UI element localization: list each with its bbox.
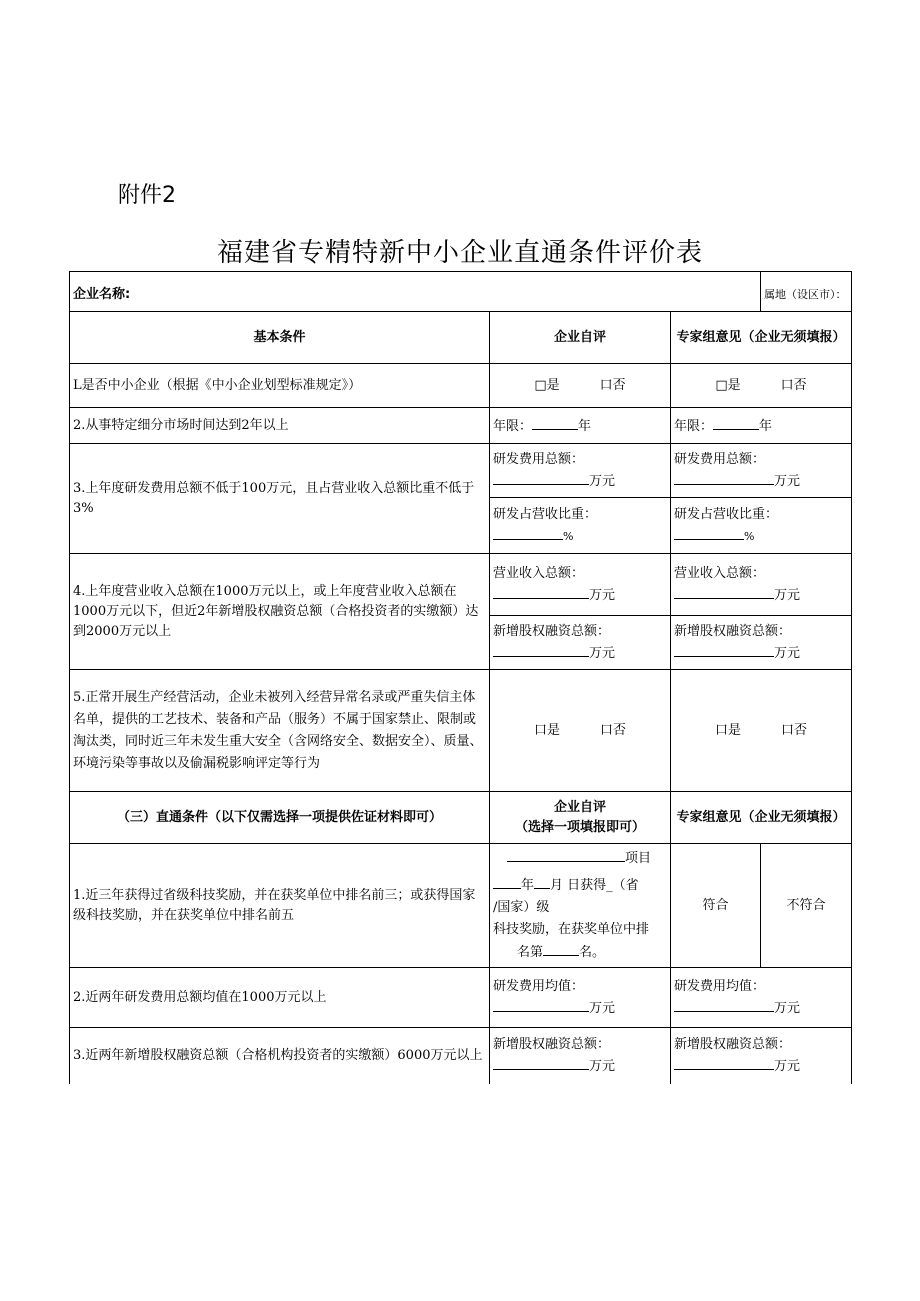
revenue-unit: 万元 [589,587,616,603]
equity-label: 新增股权融资总额： [674,1036,792,1052]
award-ranking-text: 科技奖励，在获奖单位中排 [493,922,650,937]
company-name-label: 企业名称: [70,272,761,312]
rank-prefix: 名第 [517,945,544,960]
equity-unit: 万元 [774,645,801,661]
rd-avg-blank[interactable] [493,997,589,1012]
self-award-field[interactable] [490,844,671,968]
equity-blank[interactable] [674,642,774,657]
rd-ratio-label: 研发占营收比重： [493,506,598,522]
revenue-blank[interactable] [674,584,774,599]
rd-avg-blank[interactable] [674,997,774,1012]
yes-checkbox[interactable]: □是 [715,377,741,393]
years-blank[interactable] [532,415,578,430]
self-eval-title: 企业自评 [553,799,606,815]
attachment-label: 附件2 [118,183,176,208]
rd-ratio-unit: % [744,529,755,543]
yes-checkbox[interactable]: □是 [534,377,560,393]
year-label: 年 [521,878,535,893]
self-equity2-field[interactable] [490,1028,671,1084]
rank-blank[interactable] [543,941,579,956]
rd-ratio-label: 研发占营收比重： [674,506,779,522]
equity-label: 新增股权融资总额： [674,623,792,639]
rd-avg-unit: 万元 [589,1000,616,1016]
rd-total-label: 研发费用总额： [674,451,766,467]
rd-total-blank[interactable] [493,470,589,485]
self-eval-header-2 [490,792,671,844]
years-label: 年限： [674,418,714,434]
years-blank[interactable] [713,415,759,430]
years-unit: 年 [759,418,773,434]
equity-unit: 万元 [589,1058,616,1074]
month-blank[interactable] [534,874,550,889]
rd-total-label: 研发费用总额： [493,451,585,467]
equity-unit: 万元 [774,1058,801,1074]
no-checkbox[interactable]: 口否 [599,377,626,393]
equity-label: 新增股权融资总额： [493,1036,611,1052]
location-field[interactable]: 属地（设区市）： [761,272,852,312]
self-eval-operation[interactable] [490,670,671,792]
rd-avg-unit: 万元 [774,1000,801,1016]
self-rd-avg-field[interactable] [490,968,671,1028]
direct-conditions-header: （三）直通条件（以下仅需选择一项提供佐证材料即可） [70,792,490,844]
expert-opinion-header: 专家组意见（企业无须填报） [671,312,852,364]
condition-rd-expense: 3.上年度研发费用总额不低于100万元，且占营业收入总额比重不低于3% [70,444,490,554]
expert-years-field[interactable] [671,408,852,444]
expert-rd-avg-field[interactable] [671,968,852,1028]
revenue-blank[interactable] [493,584,589,599]
rd-ratio-unit: % [563,529,574,543]
years-label: 年限： [493,418,533,434]
not-meets-option[interactable]: 不符合 [761,844,852,968]
expert-rd-total-field[interactable] [671,444,852,498]
self-rd-total-field[interactable] [490,444,671,498]
rank-suffix: 名。 [579,945,606,960]
expert-eval-operation[interactable] [671,670,852,792]
revenue-unit: 万元 [774,587,801,603]
equity-label: 新增股权融资总额： [493,623,611,639]
equity-blank[interactable] [493,1055,589,1070]
expert-revenue-field[interactable] [671,554,852,616]
month-label: 月 [550,878,564,893]
expert-eval-sme[interactable] [671,364,852,408]
self-revenue-field[interactable] [490,554,671,616]
yes-checkbox[interactable]: 口是 [533,722,560,738]
self-eval-note: （选择一项填报即可） [514,819,645,835]
condition-revenue: 4.上年度营业收入总额在1000万元以上，或上年度营业收入总额在1000万元以下，但近2年新增股权融资总额（合格投资者的实缴额）达到2000万元以上 [70,554,490,670]
no-checkbox[interactable]: 口否 [600,722,627,738]
rd-total-unit: 万元 [589,473,616,489]
self-rd-ratio-field[interactable] [490,498,671,554]
evaluation-table [69,271,852,1084]
page-title: 福建省专精特新中小企业直通条件评价表 [216,238,703,268]
equity-blank[interactable] [493,642,589,657]
award-date-rest: 日获得_（省 [567,878,639,893]
year-blank[interactable] [493,874,521,889]
no-checkbox[interactable]: 口否 [781,722,808,738]
expert-equity-field[interactable] [671,616,852,670]
condition-sme: L是否中小企业（根据《中小企业划型标准规定》） [70,364,490,408]
rd-avg-label: 研发费用均值： [674,978,766,994]
basic-conditions-header: 基本条件 [70,312,490,364]
equity-blank[interactable] [674,1055,774,1070]
rd-ratio-blank[interactable] [493,525,563,540]
condition-market-years: 2.从事特定细分市场时间达到2年以上 [70,408,490,444]
condition-science-award: 1.近三年获得过省级科技奖励，并在获奖单位中排名前三；或获得国家级科技奖励，并在获奖单位中排名前五 [70,844,490,968]
rd-total-blank[interactable] [674,470,774,485]
project-suffix: 项目 [624,851,651,866]
meets-option[interactable]: 符合 [671,844,761,968]
expert-rd-ratio-field[interactable] [671,498,852,554]
expert-equity2-field[interactable] [671,1028,852,1084]
self-eval-sme[interactable] [490,364,671,408]
equity-unit: 万元 [589,645,616,661]
self-eval-header: 企业自评 [490,312,671,364]
no-checkbox[interactable]: 口否 [780,377,807,393]
condition-equity-6000: 3.近两年新增股权融资总额（合格机构投资者的实缴额）6000万元以上 [70,1028,490,1084]
yes-checkbox[interactable]: 口是 [715,722,742,738]
condition-normal-operation: 5.正常开展生产经营活动，企业未被列入经营异常名录或严重失信主体名单，提供的工艺技术、装备和产品（服务）不属于国家禁止、限制或淘汰类，同时近三年未发生重大安全（含网络安全、数据安全）、质量、环境污染等事故以及偷漏税影响评定等行为 [70,670,490,792]
self-equity-field[interactable] [490,616,671,670]
revenue-label: 营业收入总额： [674,565,766,581]
rd-avg-label: 研发费用均值： [493,978,585,994]
project-blank[interactable] [507,847,625,862]
expert-opinion-header-2: 专家组意见（企业无须填报） [671,792,852,844]
years-unit: 年 [578,418,592,434]
condition-rd-average: 2.近两年研发费用总额均值在1000万元以上 [70,968,490,1028]
award-level: /国家）级 [493,900,550,915]
revenue-label: 营业收入总额： [493,565,585,581]
rd-total-unit: 万元 [774,473,801,489]
self-years-field[interactable] [490,408,671,444]
rd-ratio-blank[interactable] [674,525,744,540]
